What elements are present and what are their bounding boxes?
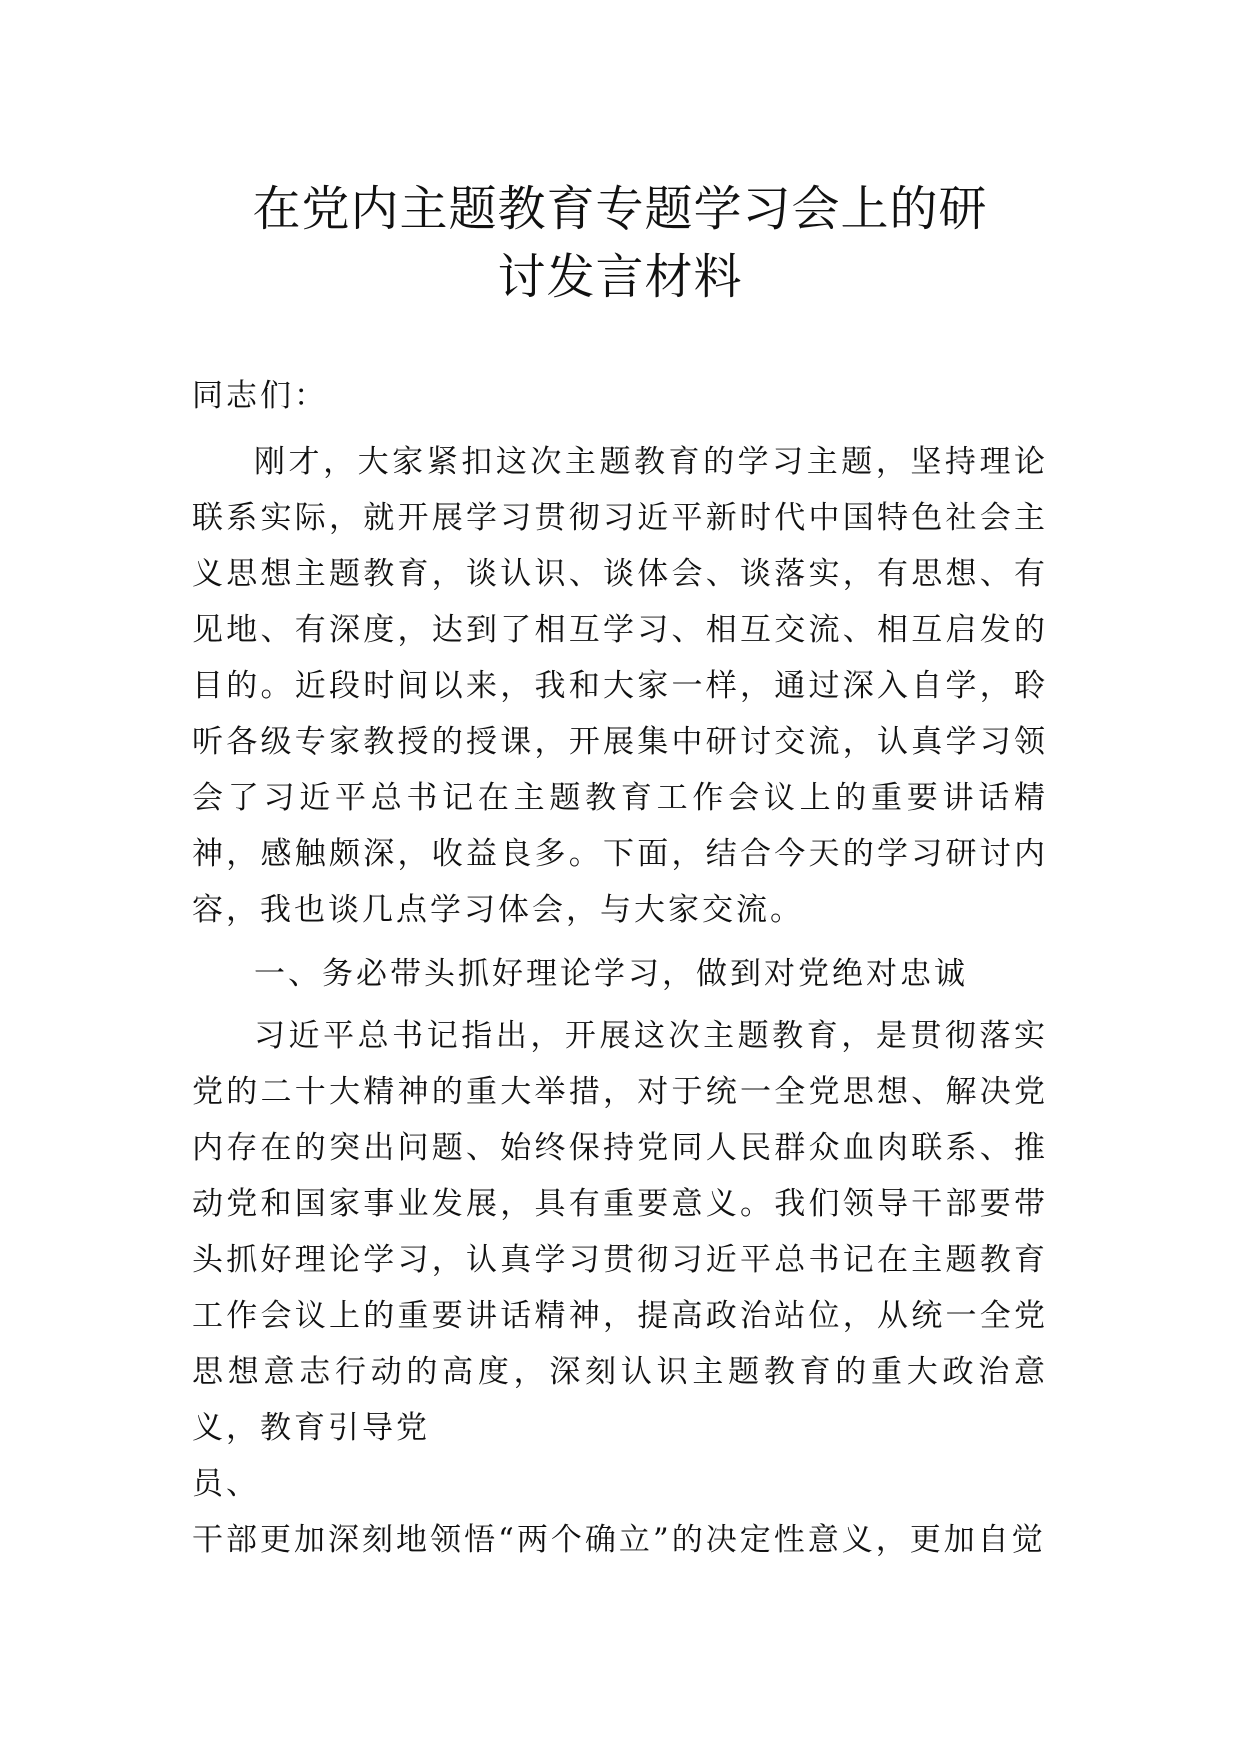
document-body — [192, 368, 1048, 1568]
paragraph-2-orphan: 员、 — [192, 1466, 260, 1502]
paragraph-3: 干部更加深刻地领悟“两个确立”的决定性意义，更加自觉 — [192, 1522, 1046, 1558]
greeting: 同志们： — [192, 378, 328, 414]
paragraph-2-main: 习近平总书记指出，开展这次主题教育，是贯彻落实党的二十大精神的重大举措，对于统一全党思想、解决党内存在的突出问题、始终保持党同人民群众血肉联系、推动党和国家事业发展，具有重要意义。我们领导干部要带头抓好理论学习，认真学习贯彻习近平总书记在主题教育工作会议上的重要讲话精神，提高政治站位，从统一全党思想意志行动的高度，深刻认识主题教育的重大政治意义，教育引导党 — [192, 1018, 1048, 1446]
paragraph-intro: 刚才，大家紧扣这次主题教育的学习主题，坚持理论联系实际，就开展学习贯彻习近平新时代中国特色社会主义思想主题教育，谈认识、谈体会、谈落实，有思想、有见地、有深度，达到了相互学习、相互交流、相互启发的目的。近段时间以来，我和大家一样，通过深入自学，聆听各级专家教授的授课，开展集中研讨交流，认真学习领会了习近平总书记在主题教育工作会议上的重要讲话精神，感触颇深，收益良多。下面，结合今天的学习研讨内容，我也谈几点学习体会，与大家交流。 — [192, 444, 1048, 928]
title-line-1: 在党内主题教育专题学习会上的研 — [252, 181, 988, 237]
document-title — [170, 175, 1070, 311]
paragraph-2 — [192, 1008, 1048, 1512]
title-line-2: 讨发言材料 — [497, 249, 743, 305]
section-heading-1: 一、务必带头抓好理论学习，做到对党绝对忠诚 — [254, 956, 968, 992]
